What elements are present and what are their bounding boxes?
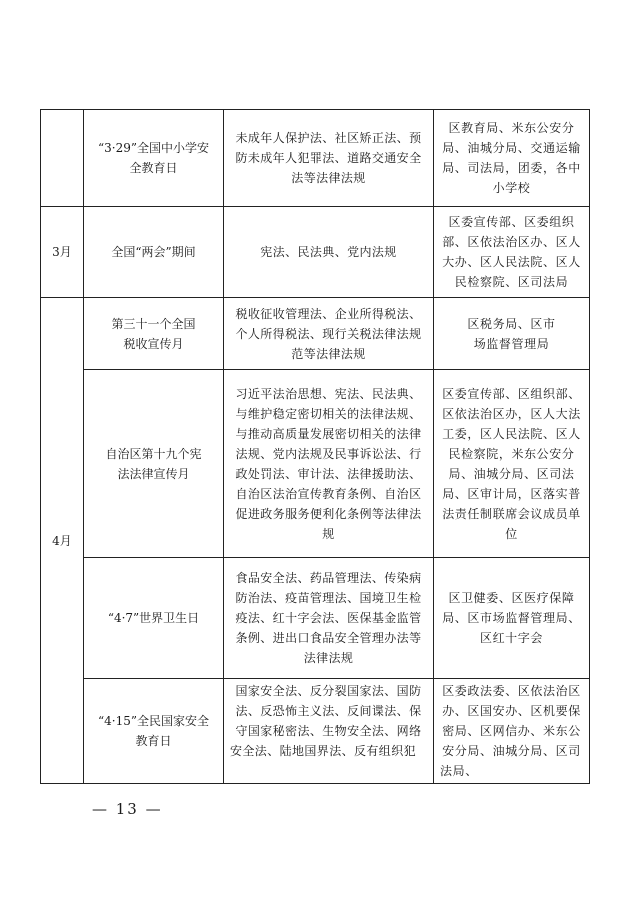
- departments-cell: 区教育局、米东公安分局、油城分局、交通运输局、司法局，团委，各中小学校: [434, 110, 590, 207]
- laws-cell: 食品安全法、药品管理法、传染病防治法、疫苗管理法、国境卫生检疫法、红十字会法、医保基金监管条例、进出口食品安全管理办法等法律法规: [224, 558, 434, 679]
- departments-cell: 区委宣传部、区组织部、区依法治区办，区人大法工委，区人民法院、区人民检察院，米东公安分局、油城分局、区司法局、区审计局，区落实普法责任制联席会议成员单位: [434, 370, 590, 558]
- laws-cell: 习近平法治思想、宪法、民法典、与维护稳定密切相关的法律法规、与推动高质量发展密切相关的法律法规、党内法规及民事诉讼法、行政处罚法、审计法、法律援助法、自治区法治宣传教育条例、自治区促进政务服务便利化条例等法律法规: [224, 370, 434, 558]
- schedule-table: [40, 109, 590, 784]
- departments-cell: 区卫健委、区医疗保障局、区市场监督管理局、区红十字会: [434, 558, 590, 679]
- laws-cell: 宪法、民法典、党内法规: [224, 207, 434, 298]
- event-cell: “4·7”世界卫生日: [84, 558, 224, 679]
- laws-cell: 国家安全法、反分裂国家法、国防法、反恐怖主义法、反间谍法、保守国家秘密法、生物安全法、网络安全法、陆地国界法、反有组织犯: [224, 679, 434, 784]
- laws-cell: 未成年人保护法、社区矫正法、预防未成年人犯罪法、道路交通安全法等法律法规: [224, 110, 434, 207]
- event-cell: 第三十一个全国税收宣传月: [84, 298, 224, 370]
- event-cell: “4·15”全民国家安全教育日: [84, 679, 224, 784]
- page-number: — 13 —: [92, 800, 163, 818]
- table-row: [41, 110, 590, 207]
- table-row: [41, 298, 590, 370]
- month-cell: [41, 110, 84, 207]
- laws-cell: 税收征收管理法、企业所得税法、个人所得税法、现行关税法律法规范等法律法规: [224, 298, 434, 370]
- departments-cell: 区委宣传部、区委组织部、区依法治区办、区人大办、区人民法院、区人民检察院、区司法局: [434, 207, 590, 298]
- month-cell: 3月: [41, 207, 84, 298]
- event-cell: “3·29”全国中小学安全教育日: [84, 110, 224, 207]
- table-row: [41, 558, 590, 679]
- event-cell: 自治区第十九个宪法法律宣传月: [84, 370, 224, 558]
- departments-cell: 区委政法委、区依法治区办、区国安办、区机要保密局、区网信办、米东公安分局、油城分局、区司法局、: [434, 679, 590, 784]
- table-row: [41, 679, 590, 784]
- table-row: [41, 207, 590, 298]
- month-cell: 4月: [41, 298, 84, 784]
- departments-cell: 区税务局、区市场监督管理局: [434, 298, 590, 370]
- table-row: [41, 370, 590, 558]
- event-cell: 全国“两会”期间: [84, 207, 224, 298]
